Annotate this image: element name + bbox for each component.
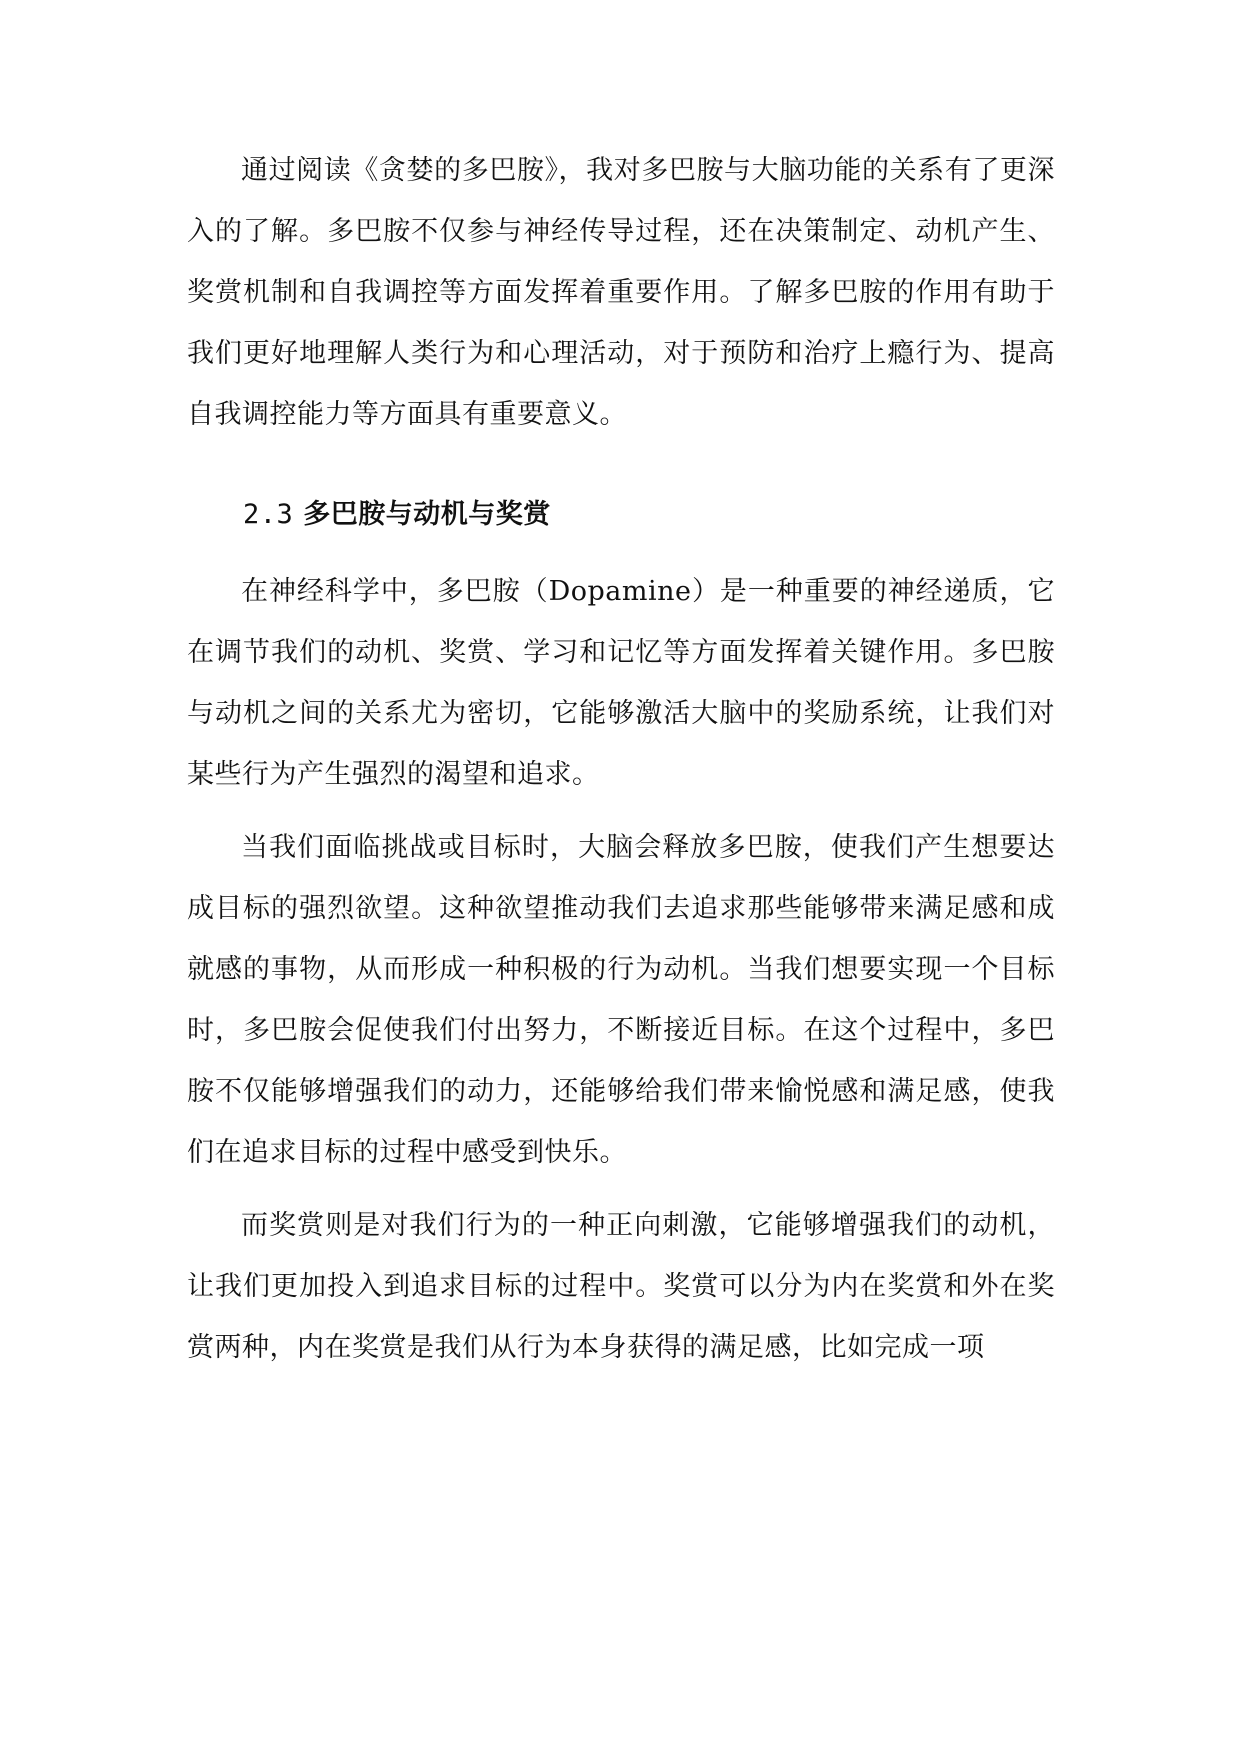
section-number: 2.3	[243, 499, 294, 530]
spacer	[187, 545, 1055, 561]
paragraph-conclusion: 通过阅读《贪婪的多巴胺》，我对多巴胺与大脑功能的关系有了更深入的了解。多巴胺不仅参与神经传导过程，还在决策制定、动机产生、奖赏机制和自我调控等方面发挥着重要作用。了解多巴胺的作用有助于我们更好地理解人类行为和心理活动，对于预防和治疗上瘾行为、提高自我调控能力等方面具有重要意义。	[187, 155, 1055, 430]
spacer	[187, 1183, 1055, 1195]
section-heading	[187, 484, 1055, 545]
paragraph-reward: 而奖赏则是对我们行为的一种正向刺激，它能够增强我们的动机，让我们更加投入到追求目标的过程中。奖赏可以分为内在奖赏和外在奖赏两种，内在奖赏是我们从行为本身获得的满足感，比如完成一项	[187, 1210, 1055, 1363]
spacer	[187, 805, 1055, 817]
section-title: 多巴胺与动机与奖赏	[303, 499, 551, 530]
paragraph-dopamine-intro: 在神经科学中，多巴胺（Dopamine）是一种重要的神经递质，它在调节我们的动机、奖赏、学习和记忆等方面发挥着关键作用。多巴胺与动机之间的关系尤为密切，它能够激活大脑中的奖励系统，让我们对某些行为产生强烈的渴望和追求。	[187, 576, 1055, 790]
paragraph-motivation: 当我们面临挑战或目标时，大脑会释放多巴胺，使我们产生想要达成目标的强烈欲望。这种欲望推动我们去追求那些能够带来满足感和成就感的事物，从而形成一种积极的行为动机。当我们想要实现一个目标时，多巴胺会促使我们付出努力，不断接近目标。在这个过程中，多巴胺不仅能够增强我们的动力，还能够给我们带来愉悦感和满足感，使我们在追求目标的过程中感受到快乐。	[187, 832, 1055, 1168]
document-body	[187, 140, 1055, 1378]
spacer	[187, 445, 1055, 484]
